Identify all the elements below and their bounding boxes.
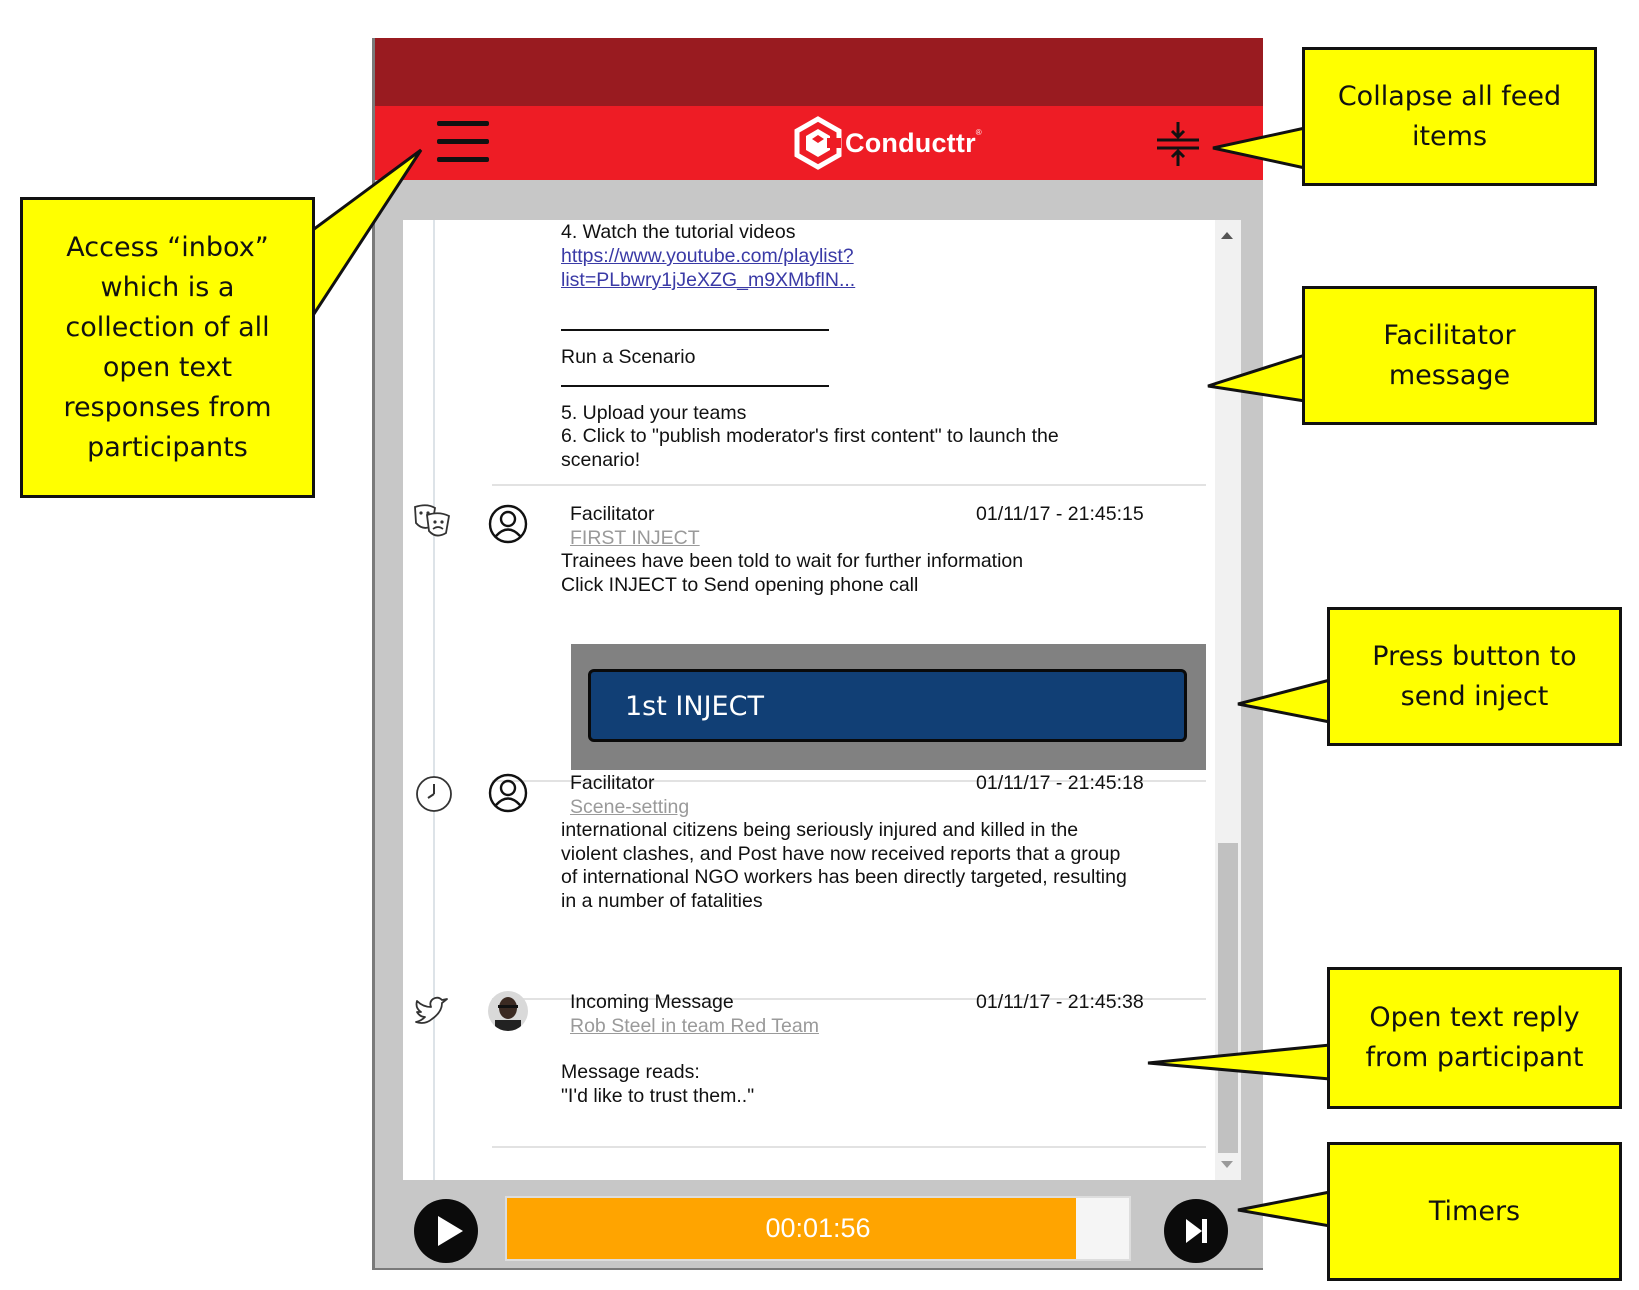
callout-send-inject: Press button to send inject [1327, 607, 1622, 746]
logo-registered-mark: ® [975, 127, 982, 137]
item-subtitle-link[interactable]: FIRST INJECT [570, 527, 700, 549]
intro-step-6: 6. Click to "publish moderator's first content" to launch the [561, 425, 1059, 447]
logo-text: Conducttr [845, 127, 976, 158]
hamburger-menu-icon[interactable] [437, 118, 489, 166]
callout-open-text-reply: Open text reply from participant [1327, 967, 1622, 1109]
conducttr-app [372, 38, 1263, 1270]
twitter-bird-icon [411, 992, 453, 1034]
item-body-line: "I'd like to trust them.." [561, 1085, 755, 1107]
item-body-line: of international NGO workers has been directly targeted, resulting [561, 866, 1127, 888]
feed-scrollbar[interactable] [1215, 220, 1241, 1180]
inject-panel [571, 644, 1206, 770]
conducttr-logo [793, 116, 982, 170]
divider [561, 385, 829, 387]
tutorial-link-continued[interactable]: list=PLbwry1jJeXZG_m9XMbflN... [561, 269, 856, 291]
callout-collapse: Collapse all feed items [1302, 47, 1597, 186]
scrollbar-thumb[interactable] [1218, 843, 1238, 1153]
conducttr-logo-icon [793, 116, 843, 170]
divider [561, 329, 829, 331]
item-subtitle-link[interactable]: Scene-setting [570, 796, 690, 818]
item-body-line: international citizens being seriously injured and killed in the [561, 819, 1079, 841]
intro-step-4: 4. Watch the tutorial videos [561, 221, 796, 243]
first-inject-button[interactable]: 1st INJECT [588, 669, 1187, 742]
item-sender: Facilitator [570, 503, 655, 525]
section-title: Run a Scenario [561, 346, 696, 368]
activity-feed[interactable] [403, 220, 1241, 1180]
feed-separator [492, 1146, 1206, 1148]
scroll-up-arrow-icon[interactable] [1221, 232, 1233, 239]
play-button-icon[interactable] [413, 1198, 479, 1264]
participant-photo-avatar [487, 990, 529, 1032]
user-avatar-icon [487, 772, 529, 814]
item-body-line: in a number of fatalities [561, 890, 763, 912]
item-sender: Facilitator [570, 772, 655, 794]
item-subtitle-link[interactable]: Rob Steel in team Red Team [570, 1015, 819, 1037]
item-body-line: Trainees have been told to wait for further information [561, 550, 1024, 572]
item-body-line: violent clashes, and Post have now received reports that a group [561, 843, 1121, 865]
theater-masks-icon [411, 501, 453, 543]
clock-icon [413, 773, 455, 815]
intro-step-6-continued: scenario! [561, 449, 641, 471]
tutorial-link[interactable]: https://www.youtube.com/playlist? [561, 245, 854, 267]
item-timestamp: 01/11/17 - 21:45:38 [976, 991, 1144, 1013]
status-bar [375, 38, 1263, 106]
callout-inbox: Access “inbox” which is a collection of all open text responses from participants [20, 197, 315, 498]
feed-separator [492, 484, 1206, 486]
item-body-line: Message reads: [561, 1061, 700, 1083]
app-header [375, 106, 1263, 180]
timer-progress-bar [505, 1196, 1131, 1261]
timer-display: 00:01:56 [765, 1213, 871, 1243]
scroll-down-arrow-icon[interactable] [1221, 1161, 1233, 1168]
collapse-all-icon[interactable] [1155, 120, 1201, 168]
item-timestamp: 01/11/17 - 21:45:18 [976, 772, 1144, 794]
item-timestamp: 01/11/17 - 21:45:15 [976, 503, 1144, 525]
timeline-line [433, 220, 435, 1180]
item-sender: Incoming Message [570, 991, 734, 1013]
callout-timers: Timers [1327, 1142, 1622, 1281]
intro-step-5: 5. Upload your teams [561, 402, 747, 424]
skip-forward-button-icon[interactable] [1163, 1198, 1229, 1264]
user-avatar-icon [487, 503, 529, 545]
callout-facilitator-message: Facilitator message [1302, 286, 1597, 425]
item-body-line: Click INJECT to Send opening phone call [561, 574, 919, 596]
